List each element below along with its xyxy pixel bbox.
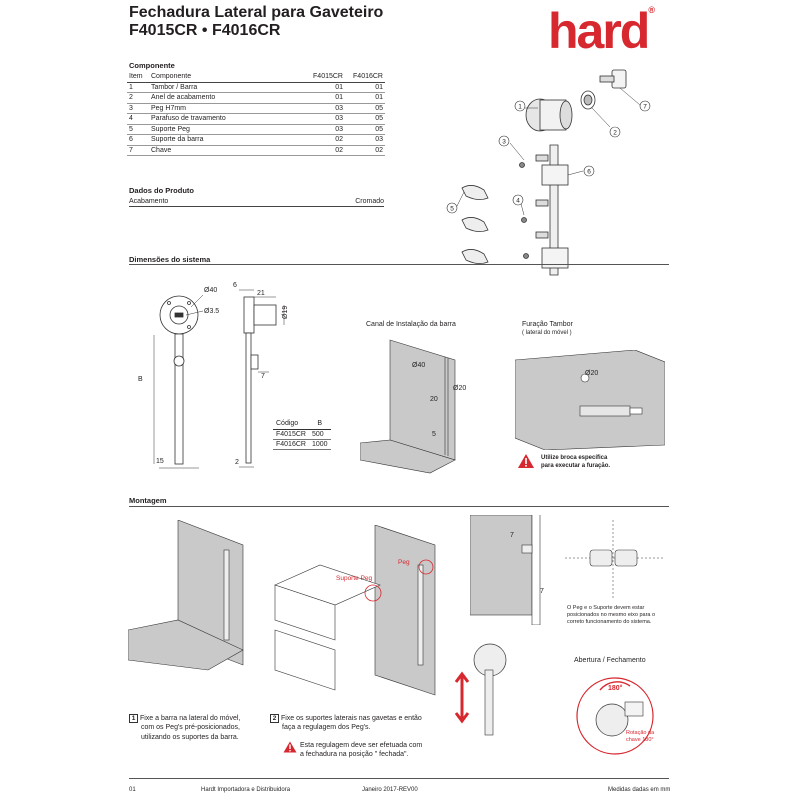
b-header: B <box>309 419 331 429</box>
label-6: 6 <box>587 168 591 176</box>
f4016cr-cell: 05 <box>345 124 385 135</box>
section-divider <box>129 264 669 265</box>
f4016cr-cell: 01 <box>345 82 385 93</box>
b-cell: 500 <box>309 429 331 439</box>
suporte-peg-label: Suporte Peg <box>336 575 373 582</box>
f4015cr-cell: 03 <box>303 114 345 125</box>
dim-15: 15 <box>156 458 164 465</box>
step2-caption <box>270 714 422 733</box>
footer-divider <box>129 778 669 779</box>
finish-label: Acabamento <box>129 198 169 205</box>
step1-line3: utilizando os suportes da barra. <box>141 733 239 741</box>
component-table-header <box>127 72 385 82</box>
f4015cr-cell: 02 <box>303 135 345 146</box>
step1-number: 1 <box>129 714 138 723</box>
f4016cr-cell: 03 <box>345 135 385 146</box>
product-section-title: Dados do Produto <box>129 186 194 195</box>
canal-20: 20 <box>430 396 438 403</box>
rotation-caption-line1: Rotação da <box>626 730 655 736</box>
table-row <box>127 82 385 93</box>
f4015cr-cell: 01 <box>303 82 345 93</box>
table-row <box>273 439 331 449</box>
step2-line2: faça a regulagem dos Peg's. <box>282 724 371 732</box>
step2-drawing <box>270 525 440 700</box>
warning-icon <box>517 453 535 469</box>
mounted-lock-drawing <box>450 630 530 740</box>
dim-6: 6 <box>233 282 237 289</box>
header-f4016cr: F4016CR <box>345 72 385 82</box>
component-cell: Parafuso de travamento <box>149 114 303 125</box>
f4015cr-cell: 03 <box>303 124 345 135</box>
step1-line2: com os Peg's pré-posicionados, <box>141 724 240 732</box>
document-model-codes: F4015CR • F4016CR <box>129 22 281 39</box>
bar-support-top <box>542 165 568 185</box>
f4016cr-cell: 05 <box>345 103 385 114</box>
label-2: 2 <box>613 129 617 137</box>
header-item: Item <box>127 72 149 82</box>
item-cell: 6 <box>127 135 149 146</box>
canal-title: Canal de Instalação da barra <box>366 321 456 328</box>
label-1: 1 <box>518 103 522 111</box>
header-f4015cr: F4015CR <box>303 72 345 82</box>
step1-line1: Fixe a barra na lateral do móvel, <box>139 715 241 722</box>
detail-dim-7b: 7 <box>540 588 544 595</box>
code-header: Código <box>273 419 309 429</box>
table-row <box>127 135 385 146</box>
furacao-subtitle: ( lateral do móvel ) <box>522 330 572 336</box>
component-cell: Anel de acabamento <box>149 93 303 104</box>
b-cell: 1000 <box>309 439 331 449</box>
component-cell: Chave <box>149 145 303 156</box>
canal-d20: Ø20 <box>453 385 467 392</box>
footer-date: Janeiro 2017-REV00 <box>362 787 418 793</box>
code-table <box>273 419 331 450</box>
hardt-logo: hard® <box>548 3 655 59</box>
montagem-section-title: Montagem <box>129 496 167 505</box>
table-row <box>127 93 385 104</box>
component-cell: Suporte Peg <box>149 124 303 135</box>
table-row <box>273 429 331 439</box>
rotation-drawing <box>570 668 670 758</box>
label-3: 3 <box>502 138 506 146</box>
furacao-drawing <box>515 350 665 450</box>
product-data-row <box>129 198 384 207</box>
component-cell: Tambor / Barra <box>149 82 303 93</box>
item-cell: 1 <box>127 82 149 93</box>
section-detail-drawing <box>470 515 550 625</box>
exploded-view-diagram <box>440 60 660 280</box>
item-cell: 4 <box>127 114 149 125</box>
canal-drawing <box>360 335 490 475</box>
step2-line1: Fixe os suportes laterais nas gavetas e então <box>280 715 422 722</box>
f4016cr-cell: 01 <box>345 93 385 104</box>
dim-d19: Ø19 <box>282 305 289 319</box>
bar-support-bottom <box>542 248 568 268</box>
dim-2: 2 <box>235 459 239 466</box>
dim-d40: Ø40 <box>204 287 218 294</box>
footer-units: Medidas dadas em mm <box>608 787 671 793</box>
code-cell: F4015CR <box>273 429 309 439</box>
dim-21: 21 <box>257 290 265 297</box>
warning-line2: a fechadura na posição " fechada". <box>300 751 409 759</box>
dimensions-section-title: Dimensões do sistema <box>129 255 211 264</box>
footer-company: Hardt Importadora e Distribuidora <box>201 787 291 793</box>
abertura-title: Abertura / Fechamento <box>574 657 646 664</box>
table-row <box>127 103 385 114</box>
item-cell: 7 <box>127 145 149 156</box>
alignment-note: O Peg e o Suporte devem estar posicionados no mesmo eixo para o correto funcionamento do sistema. <box>567 605 656 626</box>
adjust-arrow-icon <box>456 674 468 721</box>
footer-page-number: 01 <box>129 787 136 793</box>
item-cell: 2 <box>127 93 149 104</box>
label-7: 7 <box>643 103 647 111</box>
item-cell: 5 <box>127 124 149 135</box>
peg-support-3 <box>462 249 488 263</box>
step1-caption <box>129 714 240 742</box>
warning-line1: Esta regulagem deve ser efetuada com <box>300 742 423 749</box>
header-component: Componente <box>149 72 303 82</box>
drill-bit-icon <box>580 406 630 416</box>
table-row <box>127 145 385 156</box>
section-divider <box>129 506 669 507</box>
peg-support-2 <box>462 217 488 231</box>
table-row <box>127 114 385 125</box>
component-section-title: Componente <box>129 61 175 70</box>
table-row <box>127 124 385 135</box>
f4015cr-cell: 02 <box>303 145 345 156</box>
canal-5: 5 <box>432 431 436 438</box>
f4015cr-cell: 03 <box>303 103 345 114</box>
detail-dim-7a: 7 <box>510 532 514 539</box>
canal-d40: Ø40 <box>412 362 426 369</box>
peg-label: Peg <box>398 559 410 566</box>
label-4: 4 <box>516 197 520 205</box>
dim-b: B <box>138 376 143 383</box>
f4016cr-cell: 02 <box>345 145 385 156</box>
label-5: 5 <box>450 205 454 213</box>
furacao-warning-line2: para executar a furação. <box>541 463 611 469</box>
code-table-header <box>273 419 331 429</box>
component-cell: Peg H7mm <box>149 103 303 114</box>
peg-support-1 <box>462 185 488 199</box>
f4015cr-cell: 01 <box>303 93 345 104</box>
code-cell: F4016CR <box>273 439 309 449</box>
alignment-detail-drawing <box>565 520 665 600</box>
finish-value: Cromado <box>355 198 384 205</box>
dim-d35: Ø3.5 <box>204 308 220 315</box>
step1-drawing <box>128 520 263 675</box>
document-title: Fechadura Lateral para Gaveteiro <box>129 4 384 21</box>
furacao-d20: Ø20 <box>585 370 599 377</box>
rotation-caption-line2: chave 180° <box>626 737 654 743</box>
step2-warning-icon <box>283 741 297 753</box>
rotation-180-label: 180° <box>608 685 623 692</box>
step2-number: 2 <box>270 714 279 723</box>
f4016cr-cell: 05 <box>345 114 385 125</box>
item-cell: 3 <box>127 103 149 114</box>
component-cell: Suporte da barra <box>149 135 303 146</box>
furacao-title: Furação Tambor <box>522 321 573 328</box>
component-table <box>127 72 385 156</box>
furacao-warning-line1: Utilize broca específica <box>541 455 608 461</box>
dim-7: 7 <box>261 373 265 380</box>
step2-warning <box>300 741 422 760</box>
